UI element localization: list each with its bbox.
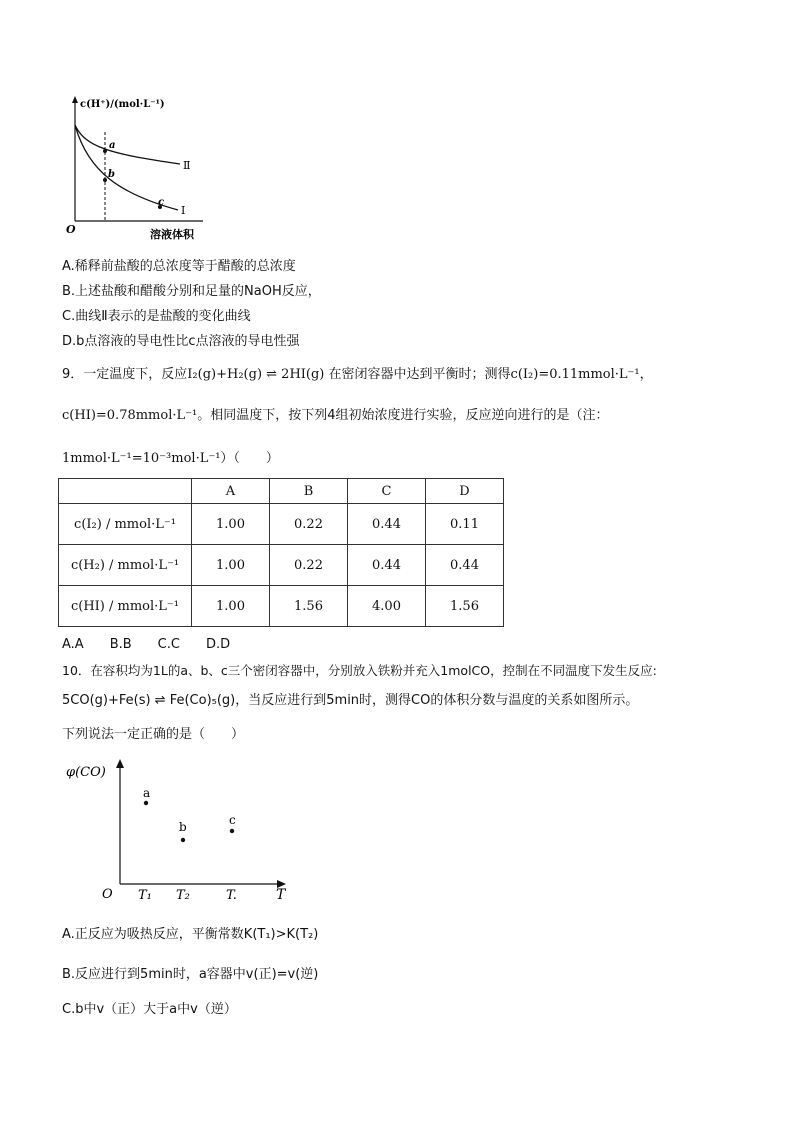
q9-line2-rest: 。相同温度下，按下列4组初始浓度进行实验，反应逆向进行的是（注： — [197, 408, 609, 423]
fig2-point-b — [181, 838, 185, 842]
table-col-c: C — [348, 479, 426, 504]
fig2-xlabel: T — [276, 887, 286, 903]
fig1-label-c: c — [158, 197, 165, 208]
table-cell: 0.22 — [270, 504, 348, 545]
row-label: c(H₂) / mmol·L⁻¹ — [59, 545, 192, 586]
table-cell: 4.00 — [348, 586, 426, 627]
q10-line2: 5CO(g)+Fe(s) ⇌ Fe(Co)₅(g)，当反应进行到5min时，测得CO的体积分数与温度的关系如图所示。 — [62, 693, 639, 708]
q8-option-c: C.曲线Ⅱ表示的是盐酸的变化曲线 — [62, 309, 251, 324]
table-cell: 0.11 — [426, 504, 504, 545]
figure-co-fraction — [58, 756, 298, 906]
table-cell: 1.00 — [192, 586, 270, 627]
fig2-label-a: a — [143, 786, 151, 800]
q8-option-d: D.b点溶液的导电性比c点溶液的导电性强 — [62, 334, 300, 349]
q8-option-b: B.上述盐酸和醋酸分别和足量的NaOH反应， — [62, 284, 321, 299]
q9-note: 1mmol·L⁻¹=10⁻³mol·L⁻¹）（ ） — [62, 451, 279, 466]
table-cell: 1.00 — [192, 545, 270, 586]
fig1-y-arrow — [72, 96, 78, 103]
q9-mid: 在密闭容器中达到平衡时；测得 — [328, 367, 511, 382]
fig1-ylabel: c(H⁺)/(mol·L⁻¹) — [80, 99, 165, 110]
table-cell: 1.56 — [270, 586, 348, 627]
table-col-b: B — [270, 479, 348, 504]
q9-intro: 一定温度下，反应 — [83, 367, 188, 382]
q9-table — [58, 478, 504, 627]
table-cell: 1.56 — [426, 586, 504, 627]
fig1-label-II: Ⅱ — [183, 159, 191, 172]
table-cell: 0.44 — [426, 545, 504, 586]
fig1-label-a: a — [109, 140, 116, 151]
table-row — [59, 504, 504, 545]
row-label: c(HI) / mmol·L⁻¹ — [59, 586, 192, 627]
fig2-label-c: c — [229, 813, 236, 827]
table-header-row — [59, 479, 504, 504]
q9-line1 — [62, 366, 653, 384]
fig2-tick-t3: T. — [226, 888, 237, 903]
table-cell: 1.00 — [192, 504, 270, 545]
fig2-point-c — [230, 829, 234, 833]
table-cell: 0.44 — [348, 545, 426, 586]
q10-option-a: A.正反应为吸热反应，平衡常数K(T₁)>K(T₂) — [62, 927, 319, 942]
q10-option-b: B.反应进行到5min时，a容器中v(正)=v(逆) — [62, 967, 319, 982]
fig2-tick-t2: T₂ — [176, 888, 190, 903]
table-col-d: D — [426, 479, 504, 504]
q8-option-a: A.稀释前盐酸的总浓度等于醋酸的总浓度 — [62, 259, 296, 274]
q9-chi: c(HI)=0.78mmol·L⁻¹ — [62, 408, 198, 423]
fig1-label-I: Ⅰ — [181, 204, 186, 217]
fig1-point-a — [103, 149, 107, 153]
q9-number: 9． — [62, 367, 84, 382]
q10-option-c: C.b中v（正）大于a中v（逆） — [62, 1002, 237, 1017]
q9-ci2: c(I₂)=0.11mmol·L⁻¹， — [510, 367, 653, 382]
q9-reaction: I₂(g)+H₂(g) ⇌ 2HI(g) — [187, 367, 325, 382]
fig2-y-arrow — [116, 759, 124, 768]
table-col-a: A — [192, 479, 270, 504]
q9-line2 — [62, 407, 609, 425]
fig1-xlabel: 溶液体积 — [150, 228, 194, 241]
fig1-point-b — [103, 178, 107, 182]
q10-line1: 10．在容积均为1L的a、b、c三个密闭容器中，分别放入铁粉并充入1molCO，控制在不同温度下发生反应: — [62, 663, 657, 678]
q9-options: A.A B.B C.C D.D — [62, 637, 231, 652]
fig2-label-b: b — [179, 820, 187, 834]
table-corner — [59, 479, 192, 504]
figure-dilution-curves — [60, 92, 210, 242]
q10-line3: 下列说法一定正确的是（ ） — [62, 727, 245, 742]
fig2-point-a — [144, 801, 148, 805]
table-row — [59, 545, 504, 586]
fig1-label-b: b — [108, 169, 115, 180]
table-row — [59, 586, 504, 627]
fig2-origin: O — [102, 887, 113, 902]
table-cell: 0.22 — [270, 545, 348, 586]
fig2-tick-t1: T₁ — [138, 888, 152, 903]
fig2-ylabel: φ(CO) — [66, 765, 106, 780]
table-cell: 0.44 — [348, 504, 426, 545]
fig1-origin: O — [66, 223, 76, 236]
row-label: c(I₂) / mmol·L⁻¹ — [59, 504, 192, 545]
